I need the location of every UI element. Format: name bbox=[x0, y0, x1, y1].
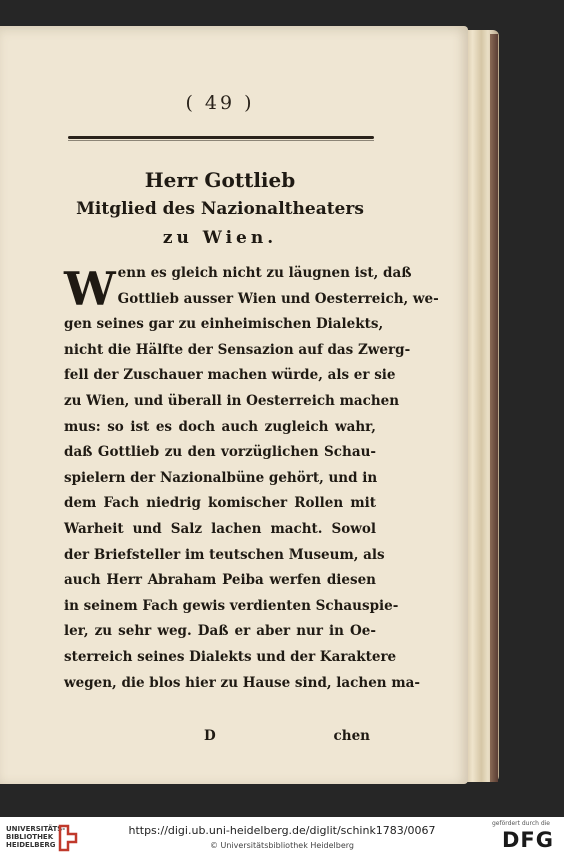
page-content bbox=[62, 26, 439, 784]
body-line: nicht die Hälfte der Sensazion auf das Zwerg- bbox=[64, 341, 411, 358]
body-line: enn es gleich nicht zu läugnen ist, daß bbox=[117, 265, 412, 281]
body-line: gen seines gar zu einheimischen Dialekts, bbox=[64, 316, 384, 333]
cover-edge bbox=[490, 34, 498, 782]
library-logo-line: BIBLIOTHEK bbox=[6, 833, 54, 841]
body-line: sterreich seines Dialekts und der Karaktere bbox=[64, 648, 397, 665]
body-line: Warheit und Salz lachen macht. Sowol bbox=[64, 520, 376, 537]
copyright-notice: © Universitätsbibliothek Heidelberg bbox=[209, 841, 354, 850]
heading-role: Mitglied des Nazionaltheaters bbox=[76, 199, 364, 219]
heading-place: zu Wien. bbox=[162, 228, 278, 248]
heading-name: Herr Gottlieb bbox=[144, 168, 296, 192]
dfg-logo[interactable]: DFG bbox=[501, 828, 554, 852]
body-line: mus: so ist es doch auch zugleich wahr, bbox=[64, 418, 376, 435]
body-line: ler, zu sehr weg. Daß er aber nur in Oe- bbox=[64, 623, 376, 640]
viewer-footer bbox=[0, 817, 564, 857]
body-line: dem Fach niedrig komischer Rollen mit bbox=[64, 495, 376, 512]
book-page bbox=[0, 26, 468, 784]
body-paragraph bbox=[64, 261, 439, 696]
body-line: zu Wien, und überall in Oesterreich machen bbox=[64, 392, 400, 409]
body-line: auch Herr Abraham Peiba werfen diesen bbox=[64, 572, 376, 589]
funder-note: gefördert durch die bbox=[492, 820, 550, 827]
body-line: spielern der Nazionalbüne gehört, und in bbox=[64, 469, 378, 486]
body-line: fell der Zuschauer machen würde, als er sie bbox=[64, 367, 396, 384]
body-line: daß Gottlieb zu den vorzüglichen Schau- bbox=[64, 444, 376, 461]
library-logo-line: UNIVERSITÄTS- bbox=[6, 825, 66, 833]
drop-cap: W bbox=[64, 262, 116, 316]
header-rule bbox=[68, 136, 374, 139]
catchword: chen bbox=[333, 728, 370, 744]
body-line: der Briefsteller im teutschen Museum, als bbox=[64, 546, 385, 563]
body-line: Gottlieb ausser Wien und Oesterreich, we- bbox=[117, 290, 439, 307]
library-logo-line: HEIDELBERG bbox=[6, 841, 56, 849]
signature-mark: D bbox=[204, 728, 216, 744]
permalink-url[interactable]: https://digi.ub.uni-heidelberg.de/diglit/schink1783/0067 bbox=[128, 824, 436, 837]
page-number: ( 49 ) bbox=[185, 92, 255, 114]
body-line: in seinem Fach gewis verdienten Schauspie- bbox=[64, 597, 399, 614]
body-line: wegen, die blos hier zu Hause sind, lachen ma- bbox=[64, 674, 420, 691]
